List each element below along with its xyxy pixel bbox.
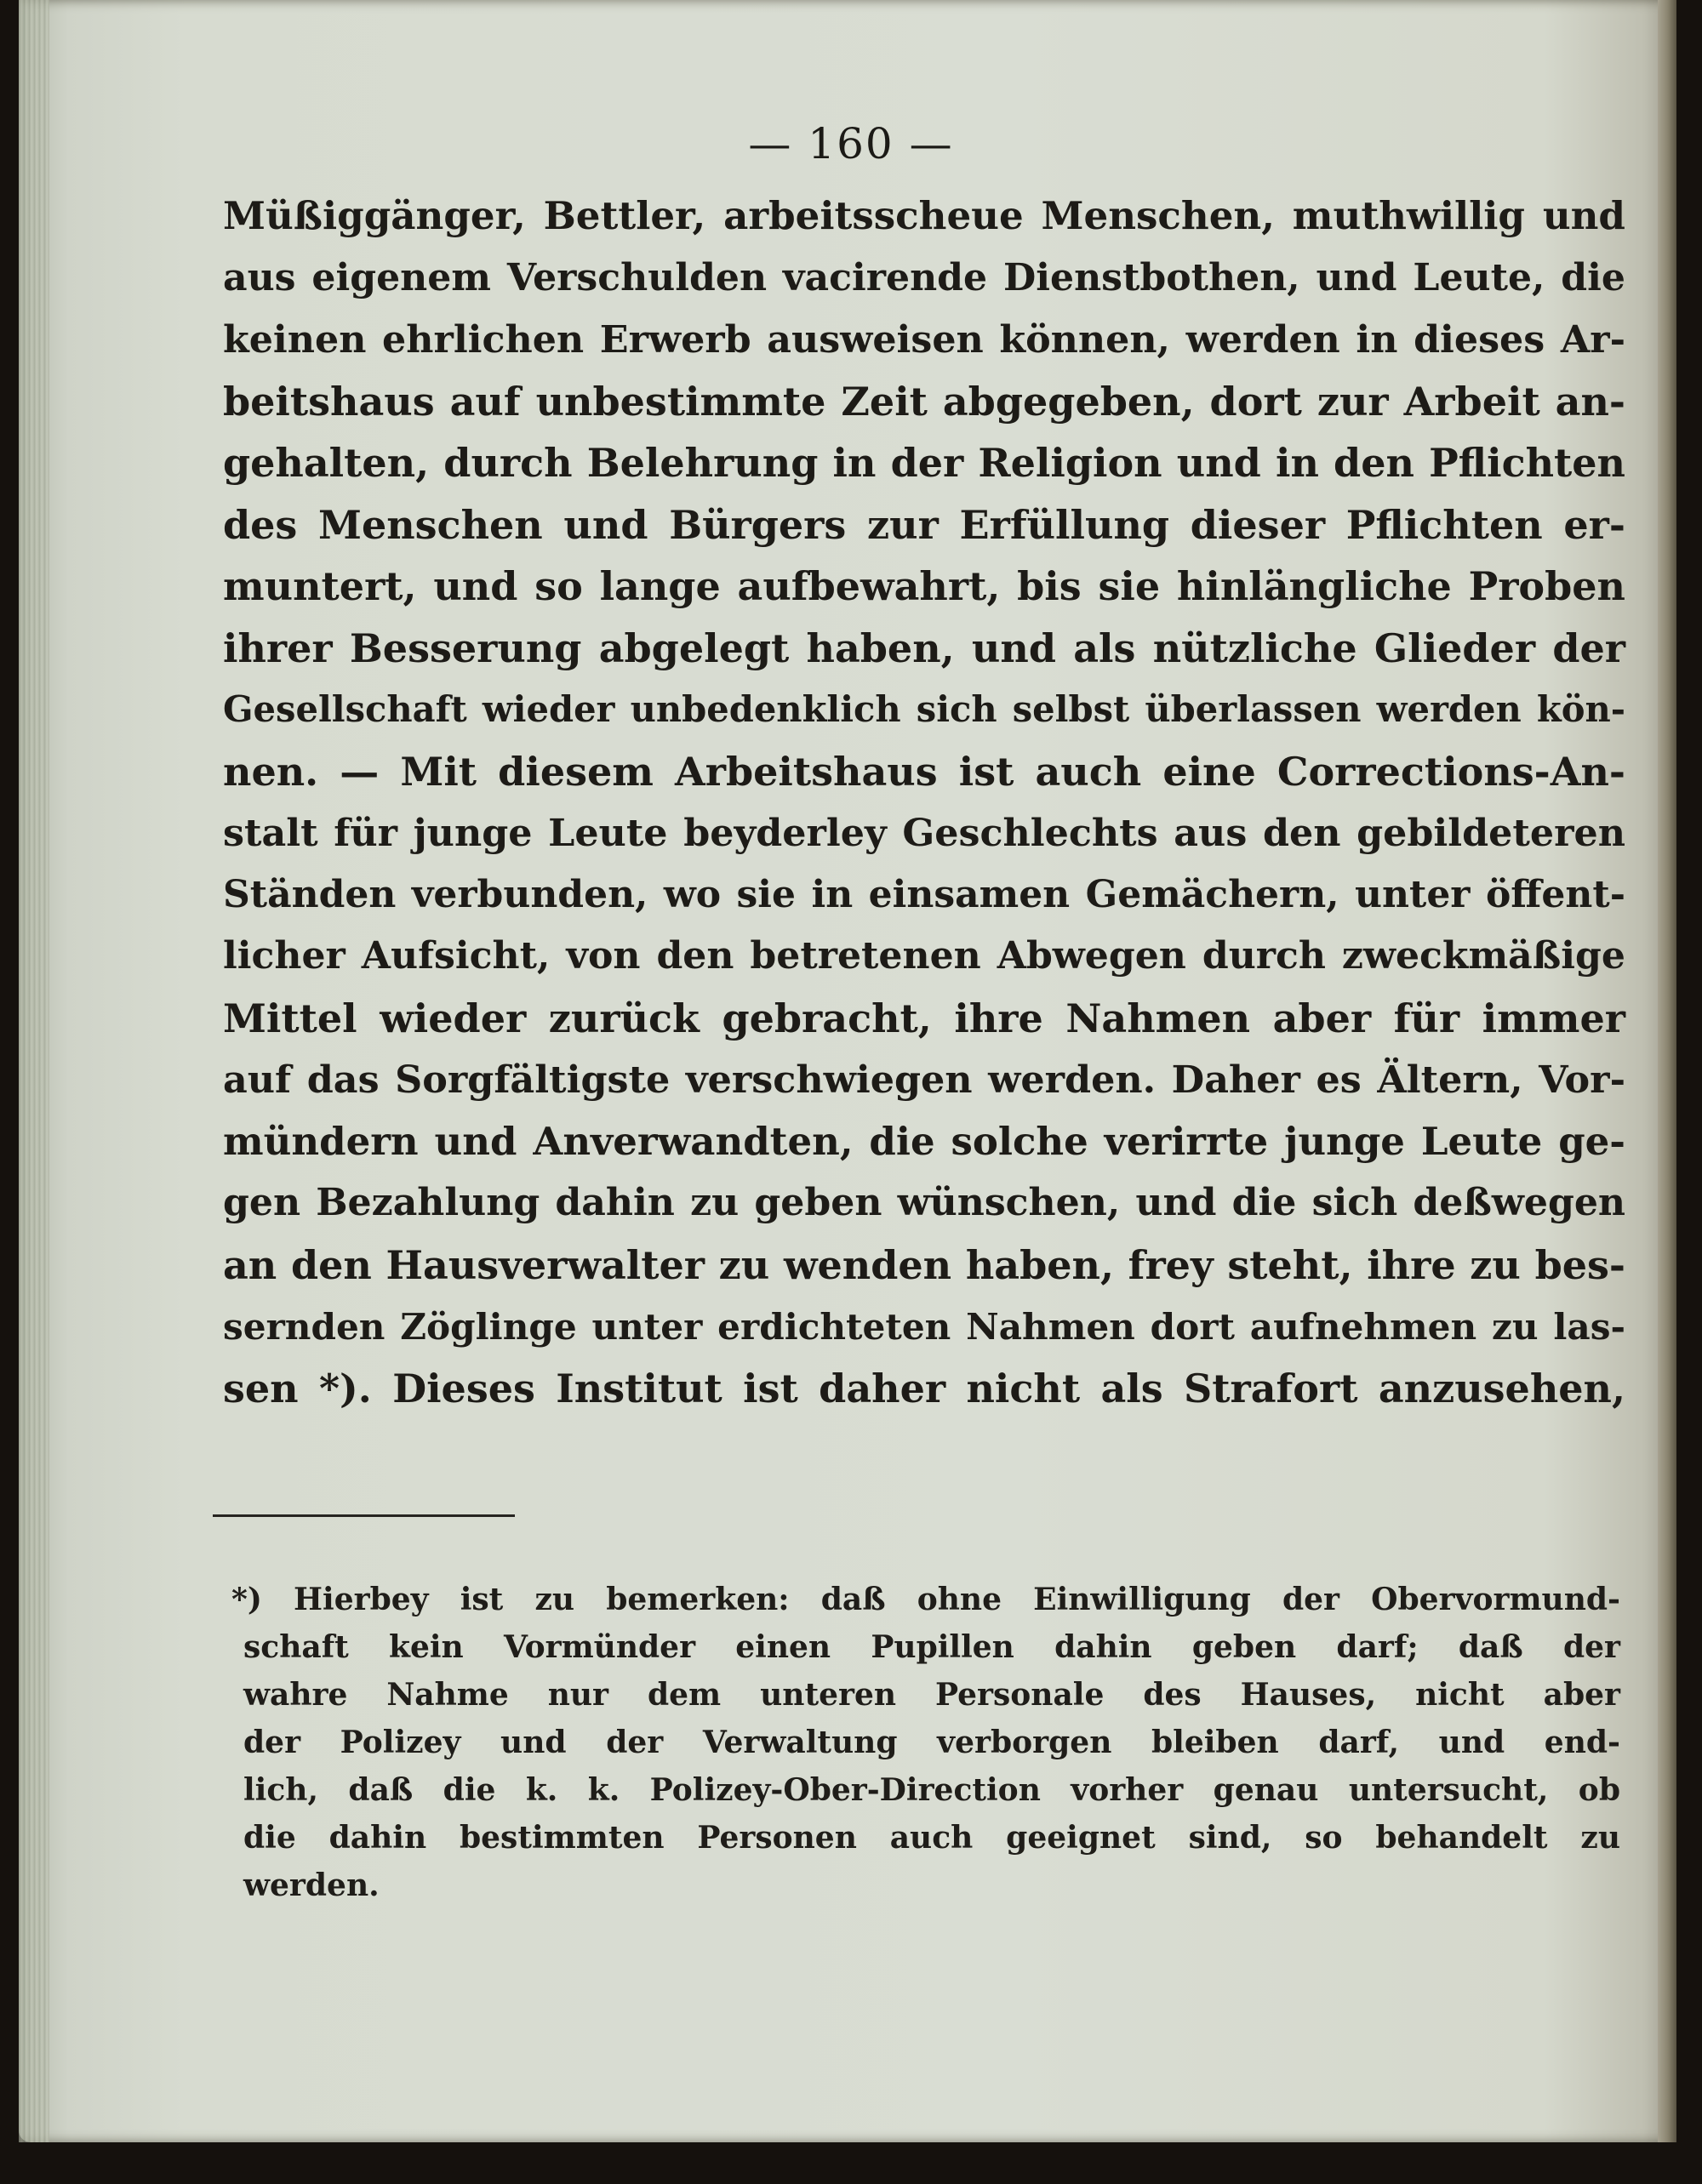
text-line: gen Bezahlung dahin zu geben wünschen, und die sich deßwegen — [223, 1181, 1625, 1224]
main-text-block — [223, 185, 1625, 1419]
page-gutter-edges — [19, 0, 49, 2142]
text-line: gehalten, durch Belehrung in der Religion und in den Pflichten — [223, 440, 1625, 486]
footnote-line: wahre Nahme nur dem unteren Personale des Hauses, nicht aber — [243, 1677, 1620, 1713]
footnote-line: *) Hierbey ist zu bemerken: daß ohne Einwilligung der Obervormund- — [231, 1582, 1620, 1617]
footnote-line: werden. — [243, 1868, 380, 1903]
text-line: sernden Zöglinge unter erdichteten Nahmen dort aufnehmen zu las- — [223, 1305, 1625, 1348]
text-line: Mittel wieder zurück gebracht, ihre Nahmen aber für immer — [223, 995, 1625, 1041]
footnote-separator-rule — [213, 1514, 515, 1517]
text-line: Ständen verbunden, wo sie in einsamen Gemächern, unter öffent- — [223, 872, 1625, 916]
footnote-line: lich, daß die k. k. Polizey-Ober-Direction vorher genau untersucht, ob — [243, 1772, 1620, 1808]
text-line: licher Aufsicht, von den betretenen Abwegen durch zweckmäßige — [223, 934, 1625, 978]
footnote-block — [231, 1576, 1620, 1909]
text-line: nen. — Mit diesem Arbeitshaus ist auch eine Corrections-An- — [223, 748, 1625, 795]
page-number: — 160 — — [748, 119, 954, 168]
footnote-line: schaft kein Vormünder einen Pupillen dahin geben darf; daß der — [243, 1629, 1620, 1665]
page-fore-edge — [1658, 0, 1676, 2142]
text-line: auf das Sorgfältigste verschwiegen werden. Daher es Ältern, Vor- — [223, 1058, 1625, 1102]
text-line: Gesellschaft wieder unbedenklich sich selbst überlassen werden kön- — [223, 688, 1625, 730]
footnote-line: die dahin bestimmten Personen auch geeignet sind, so behandelt zu — [243, 1820, 1620, 1856]
footnote-line: der Polizey und der Verwaltung verborgen bleiben darf, und end- — [243, 1725, 1620, 1760]
text-line: des Menschen und Bürgers zur Erfüllung dieser Pflichten er- — [223, 501, 1625, 548]
text-line: sen *). Dieses Institut ist daher nicht als Strafort anzusehen, — [223, 1365, 1625, 1411]
text-line: aus eigenem Verschulden vacirende Dienstbothen, und Leute, die — [223, 255, 1625, 299]
text-line: keinen ehrlichen Erwerb ausweisen können, werden in dieses Ar- — [223, 317, 1625, 362]
text-line: stalt für junge Leute beyderley Geschlechts aus den gebildeteren — [223, 811, 1625, 855]
text-line: mündern und Anverwandten, die solche verirrte junge Leute ge- — [223, 1118, 1625, 1164]
text-line: an den Hausverwalter zu wenden haben, frey steht, ihre zu bes- — [223, 1241, 1625, 1288]
text-line: beitshaus auf unbestimmte Zeit abgegeben, dort zur Arbeit an- — [223, 378, 1625, 425]
text-line: ihrer Besserung abgelegt haben, und als nützliche Glieder der — [223, 624, 1625, 671]
text-line: muntert, und so lange aufbewahrt, bis sie hinlängliche Proben — [223, 563, 1625, 609]
text-line: Müßiggänger, Bettler, arbeitsscheue Menschen, muthwillig und — [223, 193, 1625, 238]
